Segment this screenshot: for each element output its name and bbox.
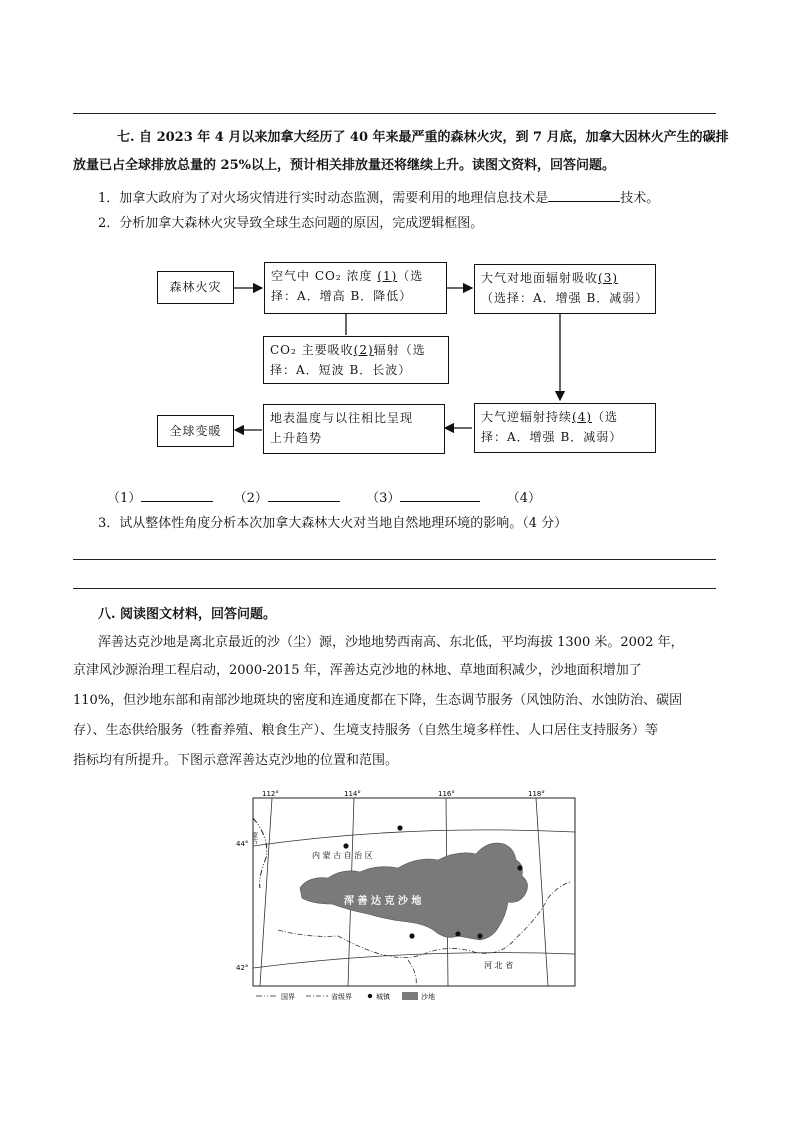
region-label: 内 蒙 古 自 治 区 bbox=[312, 851, 373, 860]
absorb-label: CO₂ 主要吸收 bbox=[270, 343, 354, 357]
legend-sand-swatch bbox=[402, 992, 418, 1000]
box-co2-concentration bbox=[264, 262, 447, 314]
atmo-label: 大气对地面辐射吸收 bbox=[481, 271, 599, 285]
answer-2-blank[interactable] bbox=[268, 487, 340, 502]
q7-intro-line1: 七. 自 2023 年 4 月以来加拿大经历了 40 年来最严重的森林火灾，到 7 月底，加拿大因林火产生的碳排 bbox=[117, 130, 729, 145]
atmo-options: （选择：A．增强 B．减弱） bbox=[481, 291, 649, 305]
q8-para-line5: 指标均有所提升。下图示意浑善达克沙地的位置和范围。 bbox=[73, 753, 399, 768]
lon-label-116: 116° bbox=[438, 790, 455, 798]
blank-1[interactable]: (1) bbox=[377, 269, 398, 283]
answer-1-blank[interactable] bbox=[141, 487, 213, 502]
counter-options: 择：A．增强 B．减弱） bbox=[481, 430, 623, 444]
box-atmosphere-absorption bbox=[474, 264, 656, 314]
answer-3-label: （3） bbox=[366, 491, 401, 506]
answer-2-label: （2） bbox=[233, 491, 268, 506]
blank-2[interactable]: (2) bbox=[353, 343, 374, 357]
q1-text: 1．加拿大政府为了对火场灾情进行实时动态监测，需要利用的地理信息技术是 bbox=[98, 191, 549, 206]
temp-line1: 地表温度与以往相比呈现 bbox=[270, 411, 414, 425]
box-counter-radiation bbox=[474, 403, 656, 453]
lon-label-118: 118° bbox=[528, 790, 545, 798]
answer-line-2[interactable] bbox=[73, 588, 716, 589]
q7-question-2: 2．分析加拿大森林火灾导致全球生态问题的原因，完成逻辑框图。 bbox=[98, 216, 484, 231]
answer-3-blank[interactable] bbox=[400, 487, 480, 502]
legend-province: 省级界 bbox=[331, 993, 352, 1001]
co2-choose: （选 bbox=[397, 269, 424, 283]
lon-label-112: 112° bbox=[262, 790, 279, 798]
q1-suffix: 技术。 bbox=[620, 191, 660, 206]
legend-sand: 沙地 bbox=[421, 993, 435, 1001]
town-dot bbox=[409, 933, 414, 938]
town-dot bbox=[455, 931, 460, 936]
town-dot bbox=[477, 933, 482, 938]
box-forest-fire bbox=[157, 271, 234, 304]
q8-para-line1: 浑善达克沙地是离北京最近的沙（尘）源，沙地地势西南高、东北低，平均海拔 1300 米。2002 年， bbox=[98, 635, 684, 650]
box-co2-absorption bbox=[263, 336, 449, 384]
absorb-options: 择：A．短波 B．长波） bbox=[270, 363, 412, 377]
forest-fire-label: 森林火灾 bbox=[169, 280, 222, 294]
q8-title: 八. 阅读图文材料，回答问题。 bbox=[98, 607, 277, 622]
legend-town-dot bbox=[368, 994, 372, 998]
sand-label: 浑 善 达 克 沙 地 bbox=[344, 896, 422, 907]
lat-label-44: 44° bbox=[236, 840, 249, 848]
q8-para-line2: 京津风沙源治理工程启动，2000-2015 年，浑善达克沙地的林地、草地面积减少，沙地面积增加了 bbox=[73, 663, 642, 678]
counter-choose: （选 bbox=[592, 410, 619, 424]
town-dot bbox=[517, 865, 522, 870]
co2-options: 择：A．增高 B．降低） bbox=[271, 289, 413, 303]
legend-national: 国界 bbox=[281, 993, 295, 1001]
lon-label-114: 114° bbox=[344, 790, 361, 798]
box-surface-temperature bbox=[263, 404, 445, 454]
co2-label: 空气中 CO₂ 浓度 bbox=[271, 269, 373, 283]
q8-para-line4: 存）、生态供给服务（牲畜养殖、粮食生产）、生境支持服务（自然生境多样性、人口居住支持服务）等 bbox=[73, 723, 659, 738]
q8-para-line3: 110%，但沙地东部和南部沙地斑块的密度和连通度都在下降，生态调节服务（风蚀防治、水蚀防治、碳固 bbox=[73, 693, 683, 708]
legend-town: 城镇 bbox=[376, 993, 390, 1001]
answer-row bbox=[107, 487, 541, 508]
q7-question-3: 3．试从整体性角度分析本次加拿大森林大火对当地自然地理环境的影响。（4 分） bbox=[98, 516, 568, 531]
global-warming-label: 全球变暖 bbox=[169, 424, 222, 438]
blank-3[interactable]: (3) bbox=[598, 271, 619, 285]
counter-label: 大气逆辐射持续 bbox=[481, 410, 573, 424]
answer-4-label: （4） bbox=[506, 491, 541, 506]
province-label: 河 北 省 bbox=[484, 961, 514, 970]
hunshandake-map bbox=[236, 788, 583, 1003]
left-edge-label: 蒙古 bbox=[250, 832, 258, 844]
answer-1-label: （1） bbox=[107, 491, 142, 506]
q7-intro-line2: 放量已占全球排放总量的 25%以上，预计相关排放量还将继续上升。读图文资料，回答问题。 bbox=[73, 158, 615, 173]
lat-label-42: 42° bbox=[236, 964, 249, 972]
blank-4[interactable]: (4) bbox=[572, 410, 593, 424]
absorb-choose: 辐射（选 bbox=[373, 343, 426, 357]
temp-line2: 上升趋势 bbox=[270, 431, 323, 445]
town-dot bbox=[343, 843, 348, 848]
town-dot bbox=[397, 825, 402, 830]
box-global-warming bbox=[157, 415, 234, 447]
answer-line-1[interactable] bbox=[73, 559, 716, 560]
